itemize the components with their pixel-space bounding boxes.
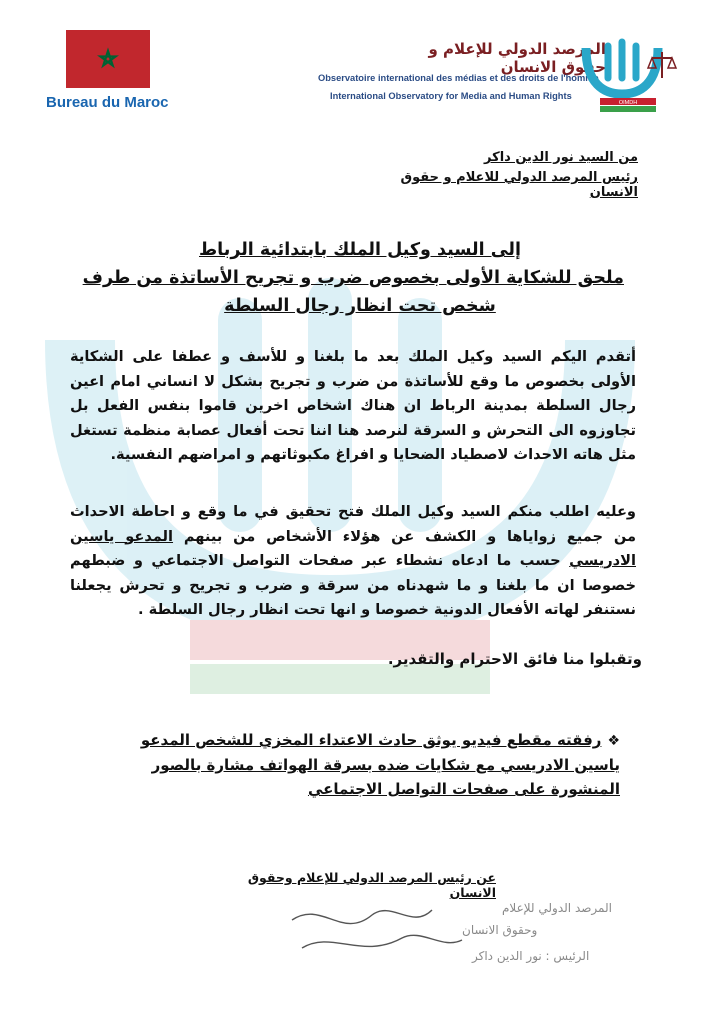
named-person: المدعو ياسين الادريسي (70, 527, 636, 569)
handwritten-signature (292, 910, 462, 948)
attachment-note (100, 728, 620, 801)
sender-name: من السيد نور الدين داكر (484, 150, 638, 165)
paragraph-2-part-1: وعليه اطلب منكم السيد وكيل الملك فتح تحقيق في ما وقع و احاطة الاحداث من جميع زواياها و الكشف عن هؤلاء الأشخاص من بينهم (70, 503, 637, 545)
stamp-line-3: الرئيس : نور الدين داكر (472, 949, 590, 963)
subject-heading-line2: شخص تحت انظار رجال السلطة (224, 296, 496, 316)
stamp-line-2: وحقوق الانسان (462, 923, 538, 937)
body-paragraph-1: أتقدم اليكم السيد وكيل الملك بعد ما بلغنا و للأسف و عطفا على الشكاية الأولى بخصوص ما وقع للأساتذة من ضرب و تجريح بشكل لا انساني امام اعين رجال السلطة بمدينة الرباط ان هناك اشخاص اخرين قاموا بنفس الفعل بل تجاوزوه الى التحرش و السرقة لنرصد هنا اننا تحت أفعال عصابة منظمة تستغل مثل هاته الاحداث لاصطياد الضحايا و افراغ مكبوثاتهم و امراضهم النفسية. (70, 348, 636, 463)
org-name-french: Observatoire international des médias et des droits de l'homme (318, 73, 599, 83)
closing-line: وتقبلوا منا فائق الاحترام والتقدير. (387, 650, 642, 668)
org-name-arabic: المرصد الدولي للإعلام و حقوق الانسان (428, 40, 606, 76)
oimdh-logo-icon (578, 38, 674, 118)
attachment-text: رفقته مقطع فيديو يوثق حادث الاعتداء المخزي للشخص المدعو ياسين الادريسي مع شكايات ضده بسرقة الهواتف مشارة بالصور المنشورة على صفحات التواصل الاجتماعي (140, 731, 620, 798)
sender-title: رئيس المرصد الدولي للاعلام و حقوق الانسان (400, 170, 638, 200)
subject-heading-line1: ملحق للشكاية الأولى بخصوص ضرب و تجريح الأساتذة من طرف (82, 268, 624, 288)
stamp-line-1: المرصد الدولي للإعلام (502, 901, 612, 915)
morocco-flag-icon (66, 30, 150, 88)
paragraph-2-part-2: حسب ما ادعاه نشطاء عبر صفحات التواصل الاجتماعي و ضبطهم خصوصا ان ما بلغنا و ما شهدناه من سرقة و ضرب و تجريح و تحرش يجعلنا نستنفر لهاته الأفعال الدونية خصوصا و انها تحت انظار رجال السلطة . (70, 552, 636, 618)
on-behalf-line: عن رئيس المرصد الدولي للإعلام وحقوق الانسان (247, 870, 496, 900)
addressee-heading: إلى السيد وكيل الملك بابتدائية الرباط (199, 240, 521, 260)
signature-stamp (262, 890, 612, 980)
bureau-label: Bureau du Maroc (46, 94, 169, 111)
bullet-icon: ❖ (607, 733, 620, 749)
logo-caption: OIMDH (618, 100, 638, 106)
body-paragraph-2 (70, 500, 636, 623)
org-name-english: International Observatory for Media and Human Rights (330, 91, 572, 101)
